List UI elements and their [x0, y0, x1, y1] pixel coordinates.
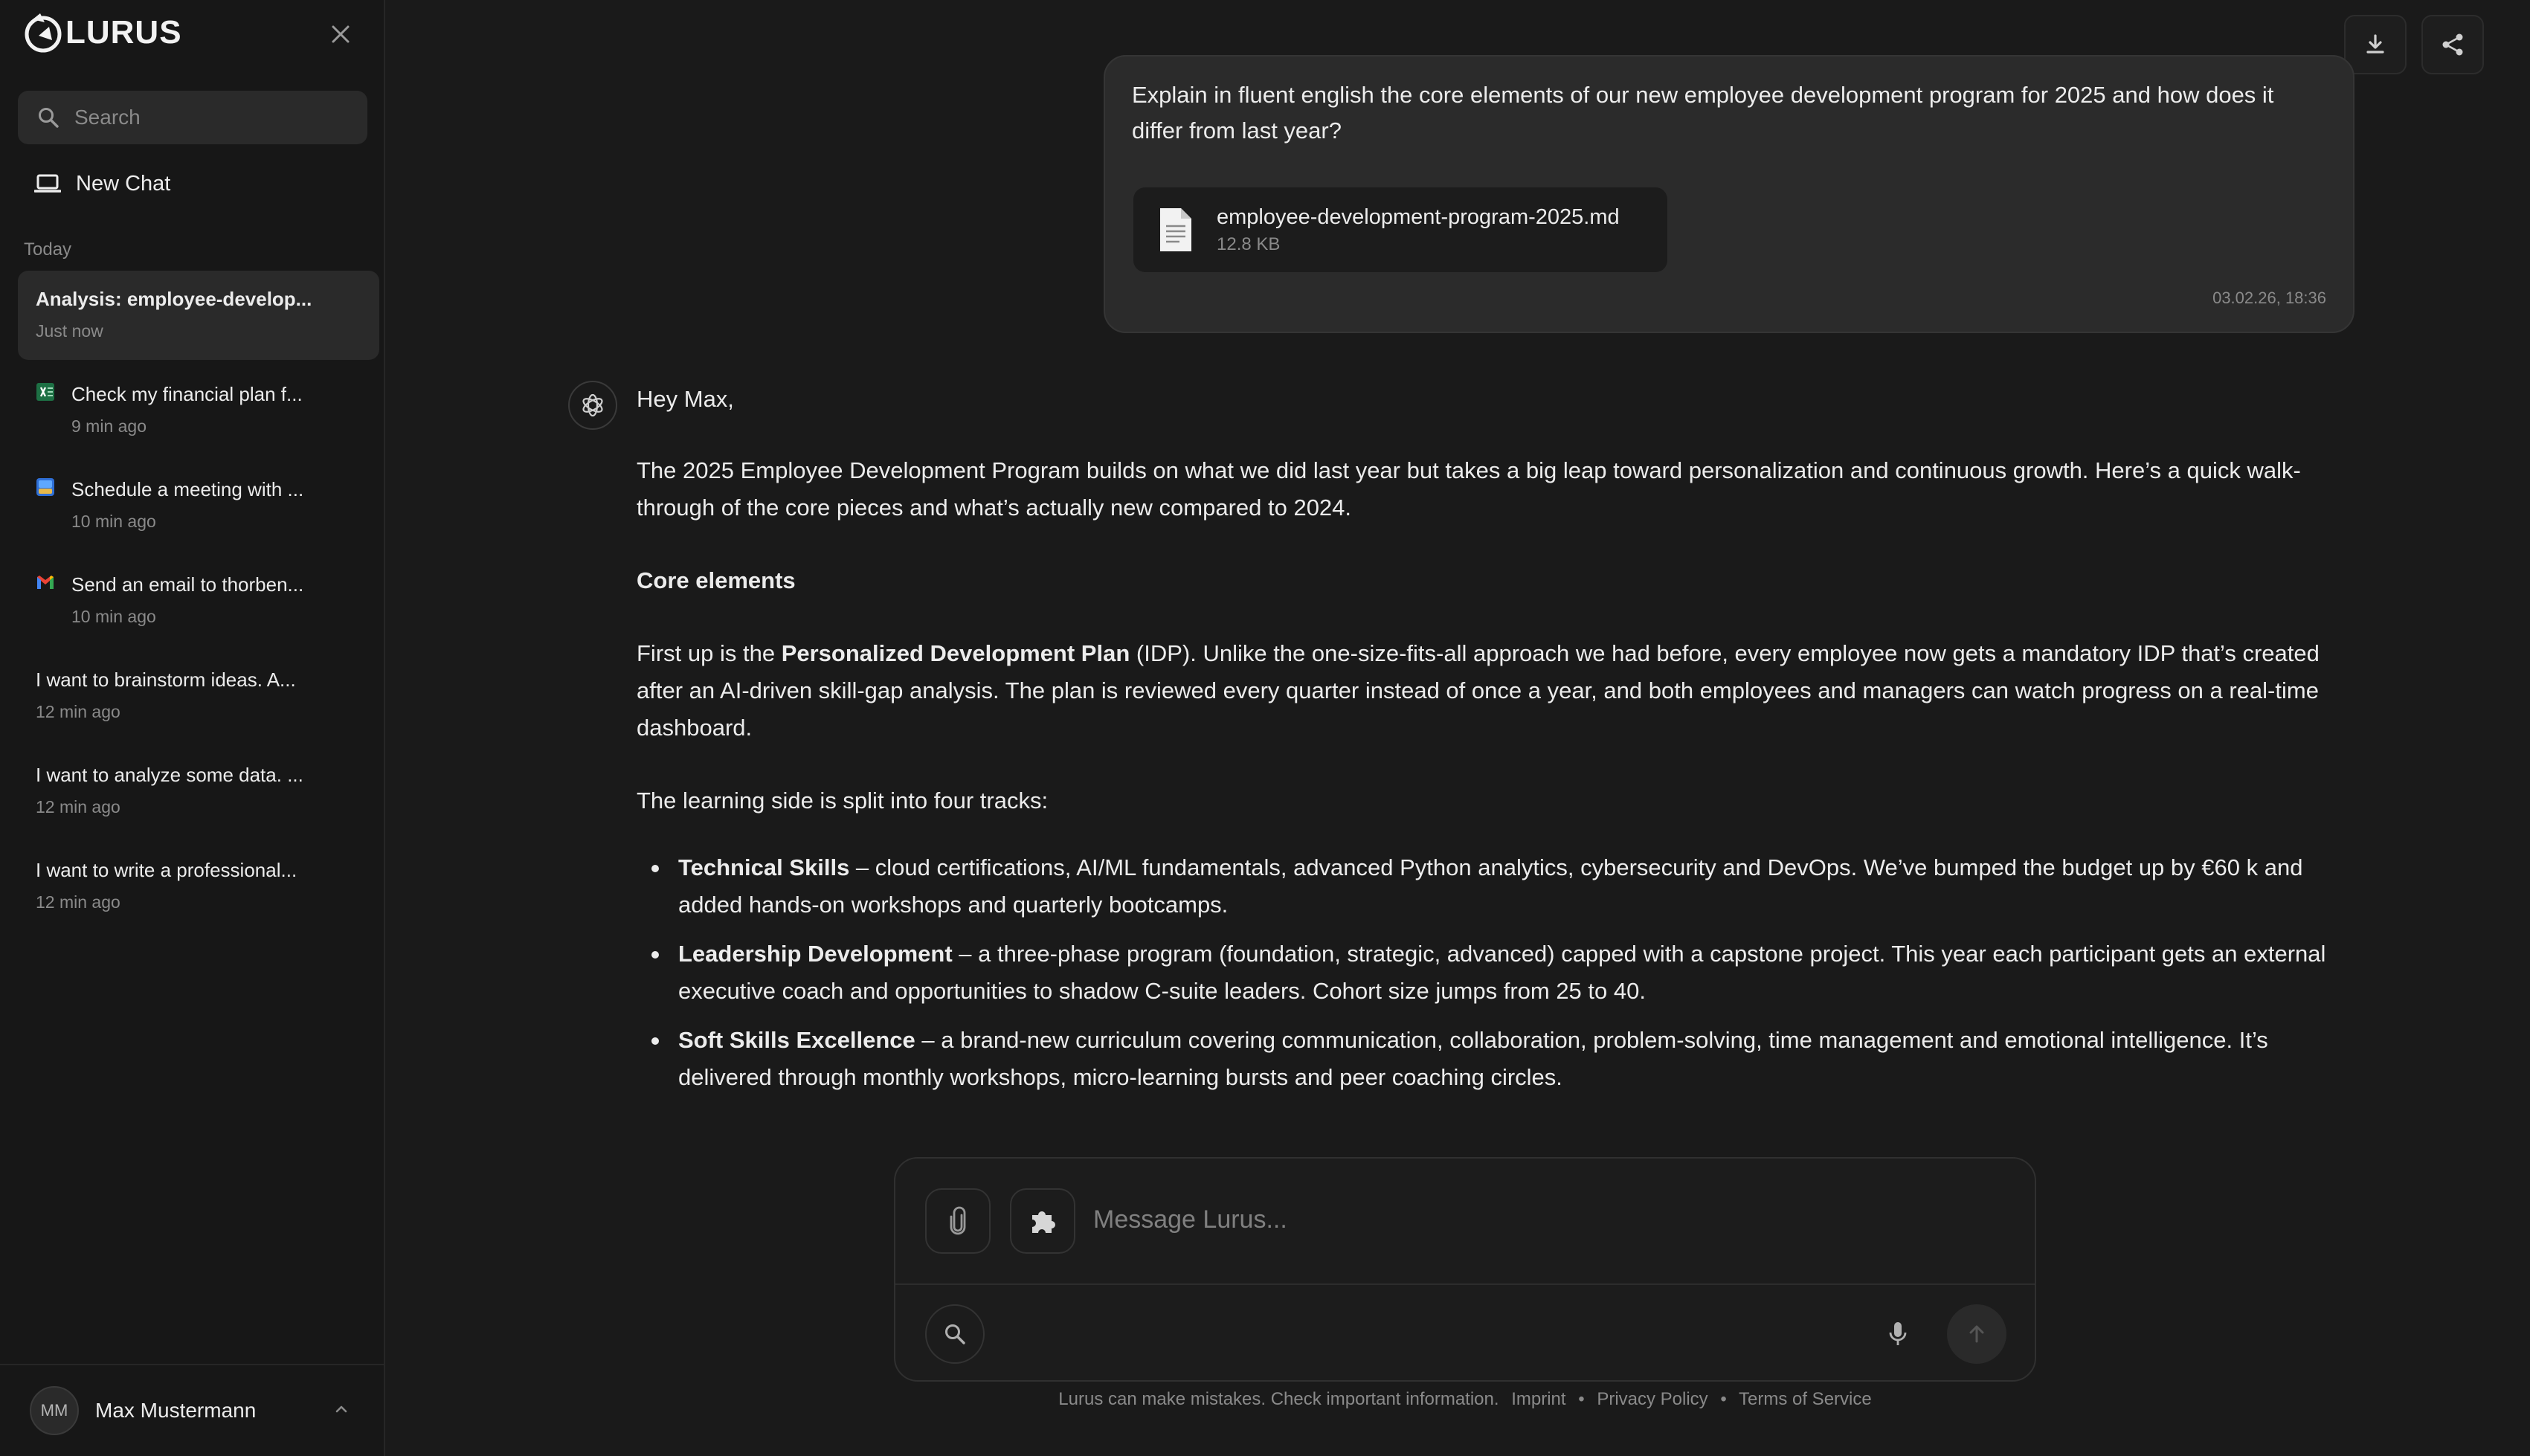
excel-icon — [36, 382, 55, 402]
lurus-logo-icon — [22, 10, 64, 55]
arrow-up-icon — [1966, 1323, 1988, 1345]
user-message-bubble — [1104, 55, 2354, 333]
list-item — [637, 1022, 2347, 1096]
user-menu-button[interactable] — [0, 1364, 385, 1456]
list-item — [637, 935, 2347, 1010]
chat-item[interactable] — [18, 556, 379, 645]
send-button[interactable] — [1947, 1304, 2006, 1364]
microphone-icon — [1887, 1320, 1908, 1348]
list-item-text: – cloud certifications, AI/ML fundamentals, advanced Python analytics, cybersecurity and DevOps. We’ve bumped the budget up by €60 k and added hands-on workshops and quarterly bootcamps. — [678, 854, 2303, 918]
new-chat-button[interactable] — [18, 159, 367, 208]
logo-text: LURUS — [65, 14, 182, 51]
chat-item[interactable] — [18, 842, 379, 931]
close-icon — [331, 25, 350, 44]
share-icon — [2440, 32, 2465, 57]
heading-core-elements: Core elements — [637, 567, 796, 593]
disclaimer-text: Lurus can make mistakes. Check important information. — [1058, 1389, 1499, 1409]
list-item — [637, 849, 2347, 924]
search-icon — [37, 106, 59, 129]
assistant-message — [637, 381, 2347, 1108]
assistant-tracks-intro: The learning side is split into four tracks: — [637, 787, 1049, 814]
chat-title: Check my financial plan f... — [71, 383, 303, 405]
message-input[interactable] — [1093, 1197, 1986, 1242]
outlook-icon — [36, 477, 55, 497]
gmail-icon — [36, 573, 55, 592]
chat-time: 10 min ago — [71, 512, 156, 531]
search-field[interactable] — [18, 91, 367, 144]
tracks-list — [637, 849, 2347, 1096]
file-attachment[interactable] — [1133, 187, 1667, 272]
chat-time: Just now — [36, 321, 103, 341]
chat-time: 12 min ago — [36, 702, 120, 721]
chevron-up-icon — [333, 1404, 350, 1414]
chat-title: I want to write a professional... — [36, 859, 297, 881]
separator-dot: • — [1720, 1389, 1727, 1409]
list-item-text: – a brand-new curriculum covering communication, collaboration, problem-solving, time management and emotional intelligence. It’s delivered through monthly workshops, micro-learning bursts and peer coaching circles. — [678, 1027, 2268, 1090]
assistant-idp-paragraph — [637, 635, 2347, 747]
avatar: MM — [30, 1386, 79, 1435]
chat-item[interactable] — [18, 651, 379, 741]
user-name: Max Mustermann — [95, 1399, 257, 1422]
share-button[interactable] — [2421, 15, 2484, 74]
chat-title: Schedule a meeting with ... — [71, 478, 304, 500]
chat-item[interactable] — [18, 747, 379, 836]
plugins-button[interactable] — [1010, 1188, 1075, 1254]
separator-dot: • — [1578, 1389, 1585, 1409]
list-item-bold: Soft Skills Excellence — [678, 1027, 915, 1053]
attachment-filesize: 12.8 KB — [1217, 233, 1281, 254]
attachment-filename: employee-development-program-2025.md — [1217, 204, 1620, 229]
search-input[interactable] — [74, 106, 357, 129]
section-label-today: Today — [24, 239, 72, 260]
chat-time: 10 min ago — [71, 607, 156, 626]
imprint-link[interactable]: Imprint — [1511, 1389, 1566, 1409]
assistant-greeting: Hey Max, — [637, 386, 734, 412]
chat-item[interactable] — [18, 461, 379, 550]
chat-title: I want to analyze some data. ... — [36, 764, 303, 786]
chat-time: 9 min ago — [71, 416, 147, 436]
laptop-icon — [34, 173, 61, 194]
list-item-text: – a three-phase program (foundation, strategic, advanced) capped with a capstone project. This year each participant gets an external executive coach and opportunities to shadow C-suite leaders. Cohort size jumps from 25 to 40. — [678, 941, 2326, 1004]
assistant-logo-icon — [579, 392, 606, 419]
assistant-intro: The 2025 Employee Development Program builds on what we did last year but takes a big leap toward personalization and continuous growth. Here’s a quick walk-through of the core pieces and what’s actually new compared to 2024. — [637, 457, 2301, 521]
logo — [22, 10, 182, 55]
download-icon — [2363, 33, 2387, 57]
chat-title: Send an email to thorben... — [71, 573, 304, 596]
assistant-avatar — [568, 381, 617, 430]
message-timestamp: 03.02.26, 18:36 — [2212, 289, 2326, 307]
assistant-heading — [637, 562, 2347, 599]
document-icon — [1157, 207, 1194, 253]
chat-title: I want to brainstorm ideas. A... — [36, 669, 296, 691]
privacy-policy-link[interactable]: Privacy Policy — [1597, 1389, 1708, 1409]
idp-post: (IDP). Unlike the one-size-fits-all approach we had before, every employee now gets a mandatory IDP that’s created after an AI-driven skill-gap analysis. The plan is reviewed every quarter instead of once a year, and both employees and managers can watch progress on a real-time dashboard. — [637, 640, 2320, 741]
search-icon — [943, 1322, 967, 1346]
list-item-bold: Leadership Development — [678, 941, 953, 967]
close-sidebar-button[interactable] — [327, 21, 354, 48]
footer — [894, 1389, 2036, 1410]
idp-bold: Personalized Development Plan — [781, 640, 1130, 666]
chat-time: 12 min ago — [36, 892, 120, 912]
message-composer — [894, 1157, 2036, 1382]
sidebar — [0, 0, 385, 1456]
attach-button[interactable] — [925, 1188, 991, 1254]
download-button[interactable] — [2344, 15, 2407, 74]
web-search-toggle[interactable] — [925, 1304, 985, 1364]
voice-input-button[interactable] — [1868, 1304, 1928, 1364]
chat-time: 12 min ago — [36, 797, 120, 816]
terms-of-service-link[interactable]: Terms of Service — [1739, 1389, 1872, 1409]
composer-divider — [895, 1283, 2035, 1285]
paperclip-icon — [947, 1206, 969, 1236]
list-item-bold: Technical Skills — [678, 854, 850, 880]
idp-pre: First up is the — [637, 640, 782, 666]
chat-item[interactable] — [18, 366, 379, 455]
puzzle-icon — [1028, 1206, 1058, 1236]
chat-item[interactable] — [18, 271, 379, 360]
chat-title: Analysis: employee-develop... — [36, 288, 312, 310]
new-chat-label: New Chat — [76, 171, 171, 196]
user-message-text: Explain in fluent english the core elements of our new employee development program for 2025 and how does it differ from last year? — [1132, 82, 2274, 144]
